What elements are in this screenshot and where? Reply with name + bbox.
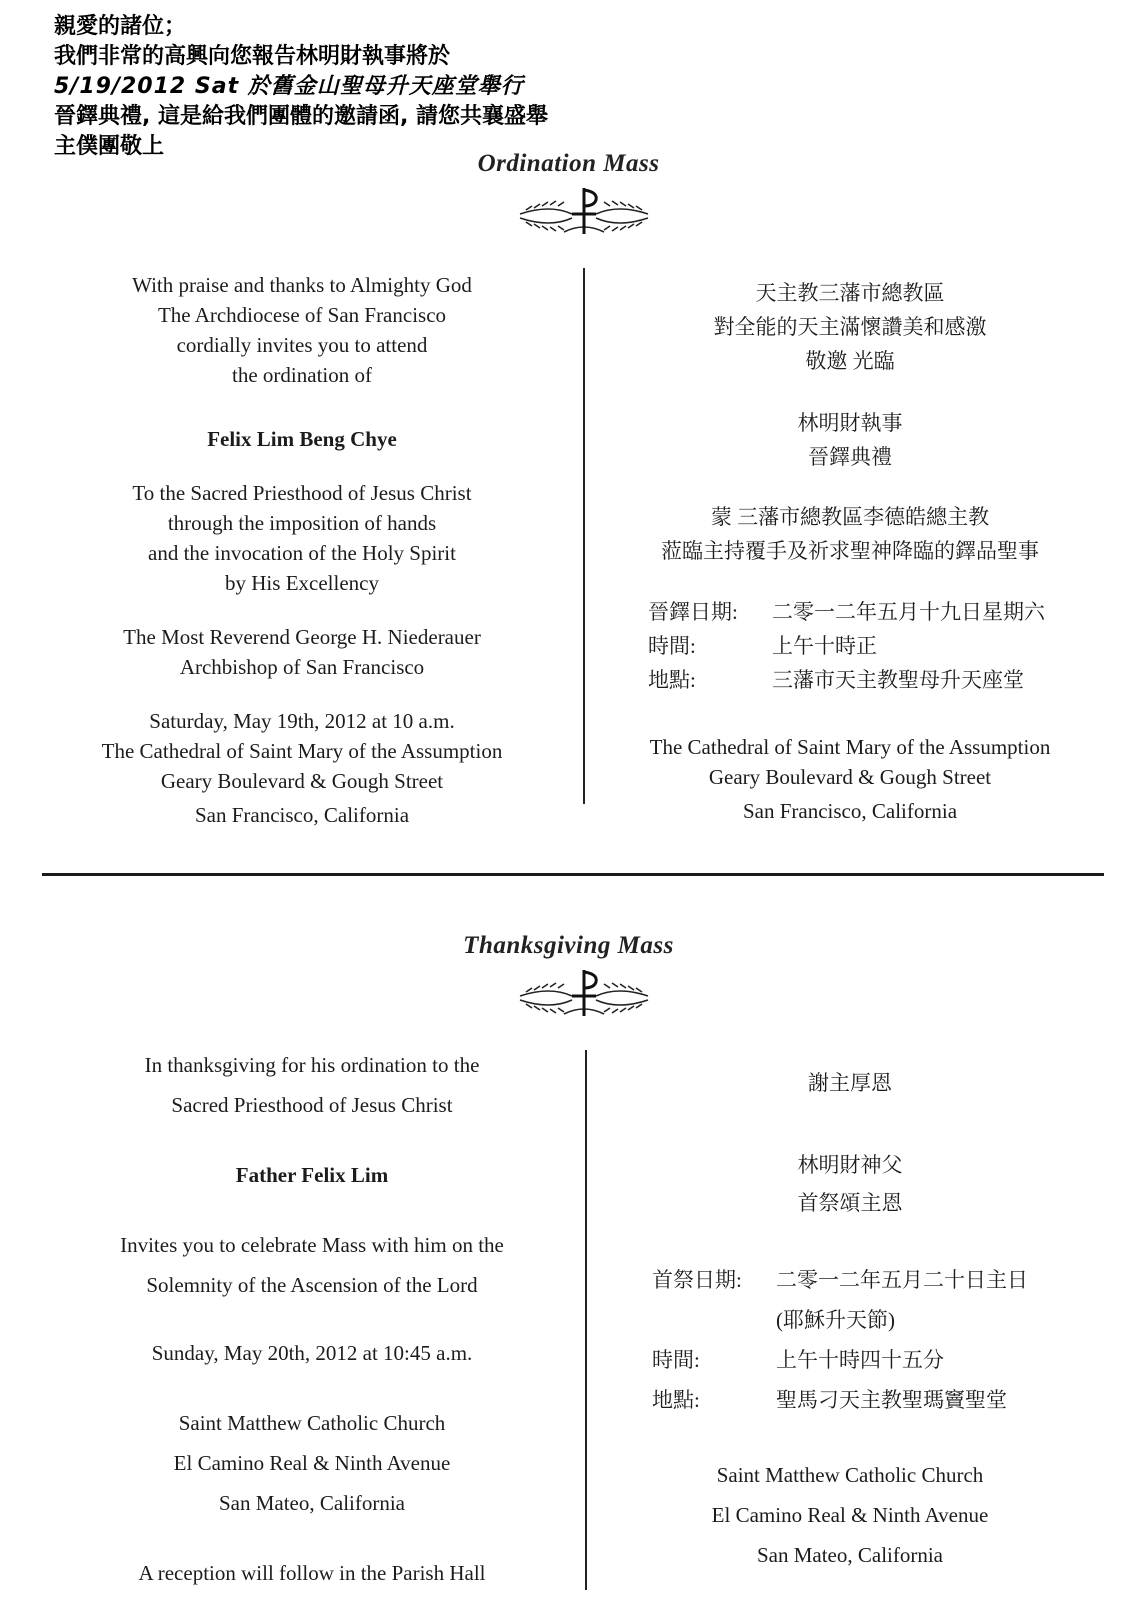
thanksgiving-invite-line: Invites you to celebrate Mass with him on the	[120, 1233, 504, 1257]
note-line-date: 5/19/2012 Sat 於舊金山聖母升天座堂舉行	[54, 74, 524, 99]
ordination-schedule	[648, 596, 1088, 706]
ordination-street: Geary Boulevard & Gough Street	[160, 769, 444, 793]
ordination-intro-zh-line: 敬邀 光臨	[805, 349, 895, 373]
ordination-date: Saturday, May 19th, 2012 at 10 a.m.	[149, 709, 455, 733]
note-line-greeting: 親愛的諸位；	[54, 14, 187, 39]
schedule-label: 地點:	[648, 668, 696, 692]
thanksgiving-street: El Camino Real & Ninth Avenue	[173, 1451, 451, 1475]
thanksgiving-date: Sunday, May 20th, 2012 at 10:45 a.m.	[151, 1341, 473, 1365]
thanksgiving-schedule	[652, 1264, 1092, 1434]
ordination-intro-line: With praise and thanks to Almighty God	[132, 273, 472, 297]
schedule-label: 時間:	[652, 1348, 700, 1372]
priest-name-zh: 林明財神父	[797, 1153, 903, 1177]
schedule-value: 二零一二年五月二十日主日	[776, 1268, 1028, 1292]
celebrant-line: Archbishop of San Francisco	[179, 655, 425, 679]
schedule-value: 三藩市天主教聖母升天座堂	[772, 668, 1024, 692]
ordination-intro-zh-line: 對全能的天主滿懷讚美和感激	[713, 315, 987, 339]
ordination-title: Ordination Mass	[477, 150, 660, 177]
celebrant-line: The Most Reverend George H. Niederauer	[123, 625, 481, 649]
ordinand-name: Felix Lim Beng Chye	[207, 427, 397, 451]
thanksgiving-street-en: El Camino Real & Ninth Avenue	[711, 1503, 989, 1527]
first-mass-zh: 首祭頌主恩	[797, 1191, 903, 1215]
schedule-value: 上午十時四十五分	[776, 1348, 944, 1372]
cover-note	[54, 12, 694, 162]
ordination-venue: The Cathedral of Saint Mary of the Assumption	[101, 739, 503, 763]
ordination-purpose-line: by His Excellency	[225, 571, 379, 595]
thanksgiving-intro-zh: 謝主厚恩	[808, 1071, 892, 1095]
ordinand-name-zh: 林明財執事	[797, 411, 903, 435]
chi-rho-wheat-emblem-icon	[514, 184, 654, 240]
schedule-label: 時間:	[648, 634, 696, 658]
ordination-purpose-line: and the invocation of the Holy Spirit	[148, 541, 456, 565]
column-divider	[585, 1050, 587, 1590]
thanksgiving-invite-line: Solemnity of the Ascension of the Lord	[146, 1273, 478, 1297]
ordination-purpose-line: To the Sacred Priesthood of Jesus Christ	[132, 481, 472, 505]
thanksgiving-city: San Mateo, California	[218, 1491, 406, 1515]
celebrant-zh-line: 蒞臨主持覆手及祈求聖神降臨的鐸品聖事	[661, 539, 1039, 563]
thanksgiving-title: Thanksgiving Mass	[463, 932, 674, 959]
celebrant-zh-line: 蒙 三藩市總教區李德皓總主教	[710, 505, 990, 529]
ordination-intro-zh-line: 天主教三藩市總教區	[755, 281, 945, 305]
reception-note: A reception will follow in the Parish Hall	[138, 1561, 486, 1585]
ordination-city: San Francisco, California	[194, 803, 410, 827]
column-divider	[583, 268, 585, 804]
ordination-street-en: Geary Boulevard & Gough Street	[708, 765, 992, 789]
note-line-signature: 主僕團敬上	[54, 134, 165, 159]
note-line-invitation: 晉鐸典禮, 這是給我們團體的邀請函, 請您共襄盛舉	[54, 104, 549, 129]
schedule-label: 首祭日期:	[652, 1268, 742, 1292]
section-divider	[42, 873, 1104, 876]
schedule-label: 晉鐸日期:	[648, 600, 738, 624]
ordination-ceremony-zh: 晉鐸典禮	[808, 445, 892, 469]
note-line-announcement: 我們非常的高興向您報告林明財執事將於	[54, 44, 451, 69]
thanksgiving-church: Saint Matthew Catholic Church	[178, 1411, 446, 1435]
ordination-venue-en: The Cathedral of Saint Mary of the Assumption	[649, 735, 1051, 759]
schedule-value: (耶穌升天節)	[776, 1308, 895, 1332]
priest-name: Father Felix Lim	[235, 1163, 389, 1187]
thanksgiving-city-en: San Mateo, California	[756, 1543, 944, 1567]
ordination-intro-line: cordially invites you to attend	[176, 333, 428, 357]
thanksgiving-church-en: Saint Matthew Catholic Church	[716, 1463, 984, 1487]
ordination-intro-line: the ordination of	[232, 363, 372, 387]
thanksgiving-intro-line: Sacred Priesthood of Jesus Christ	[171, 1093, 453, 1117]
schedule-value: 二零一二年五月十九日星期六	[772, 600, 1045, 624]
ordination-city-en: San Francisco, California	[742, 799, 958, 823]
ordination-intro-line: The Archdiocese of San Francisco	[157, 303, 447, 327]
schedule-value: 聖馬刁天主教聖瑪竇聖堂	[776, 1388, 1007, 1412]
thanksgiving-intro-line: In thanksgiving for his ordination to the	[144, 1053, 480, 1077]
schedule-value: 上午十時正	[772, 634, 877, 658]
schedule-label: 地點:	[652, 1388, 700, 1412]
ordination-purpose-line: through the imposition of hands	[167, 511, 437, 535]
chi-rho-wheat-emblem-icon	[514, 966, 654, 1022]
